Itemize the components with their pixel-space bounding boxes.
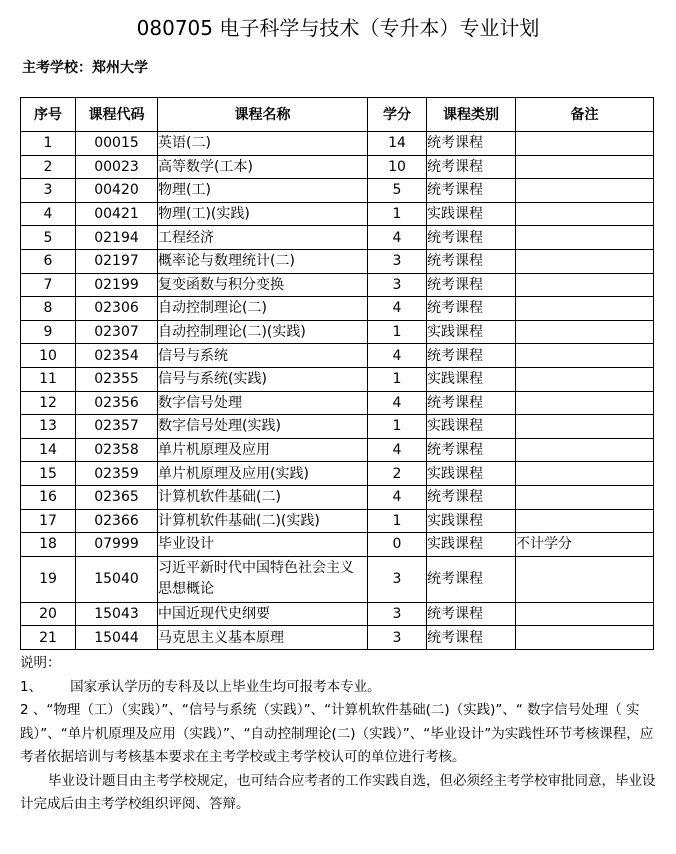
table-row <box>21 533 654 557</box>
course-type-cell: 统考课程 <box>427 391 516 415</box>
table-row <box>21 249 654 273</box>
course-type-cell: 实践课程 <box>427 367 516 391</box>
credits-cell: 3 <box>368 626 427 650</box>
header-cell: 学分 <box>368 98 427 132</box>
table-header-row <box>21 98 654 132</box>
course-name-cell: 自动控制理论(二)(实践) <box>158 320 368 344</box>
course-type-cell: 统考课程 <box>427 155 516 179</box>
course-code-cell: 02357 <box>76 415 158 439</box>
credits-cell: 3 <box>368 273 427 297</box>
table-row <box>21 391 654 415</box>
header-cell: 课程代码 <box>76 98 158 132</box>
row-number-cell: 14 <box>21 438 76 462</box>
course-name-cell: 复变函数与积分变换 <box>158 273 368 297</box>
row-number-cell: 21 <box>21 626 76 650</box>
remark-cell <box>516 297 654 321</box>
row-number-cell: 6 <box>21 249 76 273</box>
course-name-cell: 计算机软件基础(二) <box>158 485 368 509</box>
course-code-cell: 02358 <box>76 438 158 462</box>
credits-cell: 0 <box>368 533 427 557</box>
credits-cell: 1 <box>368 415 427 439</box>
row-number-cell: 4 <box>21 202 76 226</box>
remark-cell: 不计学分 <box>516 533 654 557</box>
course-type-cell: 统考课程 <box>427 226 516 250</box>
course-code-cell: 02356 <box>76 391 158 415</box>
table-row <box>21 132 654 156</box>
course-code-cell: 02354 <box>76 344 158 368</box>
credits-cell: 4 <box>368 438 427 462</box>
remark-cell <box>516 485 654 509</box>
course-name-cell: 工程经济 <box>158 226 368 250</box>
course-name-cell: 自动控制理论(二) <box>158 297 368 321</box>
table-row <box>21 509 654 533</box>
row-number-cell: 7 <box>21 273 76 297</box>
header-cell: 序号 <box>21 98 76 132</box>
course-type-cell: 统考课程 <box>427 344 516 368</box>
table-row <box>21 626 654 650</box>
note-item-3: 毕业设计题目由主考学校规定，也可结合应考者的工作实践自选，但必须经主考学校审批同意，毕业设计完成后由主考学校组织评阅、答辩。 <box>20 772 656 812</box>
remark-cell <box>516 273 654 297</box>
remark-cell <box>516 462 654 486</box>
row-number-cell: 9 <box>21 320 76 344</box>
course-type-cell: 统考课程 <box>427 297 516 321</box>
table-row <box>21 320 654 344</box>
course-code-cell: 00015 <box>76 132 158 156</box>
remark-cell <box>516 320 654 344</box>
header-cell: 课程类别 <box>427 98 516 132</box>
remark-cell <box>516 226 654 250</box>
remark-cell <box>516 509 654 533</box>
course-name-cell: 概率论与数理统计(二) <box>158 249 368 273</box>
course-type-cell: 实践课程 <box>427 509 516 533</box>
remark-cell <box>516 344 654 368</box>
table-row <box>21 438 654 462</box>
remark-cell <box>516 391 654 415</box>
table-row <box>21 367 654 391</box>
table-row <box>21 344 654 368</box>
credits-cell: 14 <box>368 132 427 156</box>
table-row <box>21 415 654 439</box>
row-number-cell: 20 <box>21 602 76 626</box>
remark-cell <box>516 132 654 156</box>
row-number-cell: 1 <box>21 132 76 156</box>
table-row <box>21 226 654 250</box>
row-number-cell: 3 <box>21 179 76 203</box>
course-name-cell: 物理(工)(实践) <box>158 202 368 226</box>
course-name-cell: 高等数学(工本) <box>158 155 368 179</box>
course-name-cell: 单片机原理及应用(实践) <box>158 462 368 486</box>
note-item-2: 2 、“物理（工）（实践）”、“信号与系统（实践）”、“计算机软件基础(二)（实践)”、“ 数字信号处理（ 实践）”、“单片机原理及应用（实践）”、“自动控制理论(二)（实践）”、“毕业设计”为实践性环节考核课程，应考者依据培训与考核基本要求在主考学校或主考学校认可的单位进行考核。 <box>20 702 654 765</box>
row-number-cell: 17 <box>21 509 76 533</box>
course-name-cell: 中国近现代史纲要 <box>158 602 368 626</box>
course-name-cell: 习近平新时代中国特色社会主义思想概论 <box>158 556 368 602</box>
course-type-cell: 统考课程 <box>427 273 516 297</box>
course-code-cell: 02366 <box>76 509 158 533</box>
course-code-cell: 02365 <box>76 485 158 509</box>
course-type-cell: 统考课程 <box>427 626 516 650</box>
credits-cell: 3 <box>368 249 427 273</box>
course-code-cell: 02355 <box>76 367 158 391</box>
course-type-cell: 实践课程 <box>427 533 516 557</box>
course-code-cell: 00421 <box>76 202 158 226</box>
remark-cell <box>516 249 654 273</box>
table-row <box>21 202 654 226</box>
table-row <box>21 556 654 602</box>
remark-cell <box>516 415 654 439</box>
credits-cell: 3 <box>368 556 427 602</box>
course-type-cell: 实践课程 <box>427 202 516 226</box>
row-number-cell: 8 <box>21 297 76 321</box>
course-code-cell: 02199 <box>76 273 158 297</box>
course-name-cell: 单片机原理及应用 <box>158 438 368 462</box>
course-name-cell: 物理(工) <box>158 179 368 203</box>
credits-cell: 4 <box>368 344 427 368</box>
table-row <box>21 602 654 626</box>
credits-cell: 4 <box>368 485 427 509</box>
remark-cell <box>516 556 654 602</box>
course-name-cell: 信号与系统 <box>158 344 368 368</box>
row-number-cell: 19 <box>21 556 76 602</box>
remark-cell <box>516 179 654 203</box>
remark-cell <box>516 155 654 179</box>
course-type-cell: 实践课程 <box>427 320 516 344</box>
note-item-1-number: 1、 <box>20 678 43 695</box>
course-name-cell: 英语(二) <box>158 132 368 156</box>
remark-cell <box>516 602 654 626</box>
credits-cell: 1 <box>368 202 427 226</box>
row-number-cell: 13 <box>21 415 76 439</box>
header-cell: 备注 <box>516 98 654 132</box>
row-number-cell: 12 <box>21 391 76 415</box>
credits-cell: 4 <box>368 391 427 415</box>
course-code-cell: 02197 <box>76 249 158 273</box>
page-title: 080705 电子科学与技术（专升本）专业计划 <box>136 16 540 40</box>
row-number-cell: 18 <box>21 533 76 557</box>
credits-cell: 3 <box>368 602 427 626</box>
credits-cell: 1 <box>368 320 427 344</box>
course-name-cell: 数字信号处理 <box>158 391 368 415</box>
course-type-cell: 统考课程 <box>427 179 516 203</box>
course-type-cell: 实践课程 <box>427 415 516 439</box>
credits-cell: 1 <box>368 509 427 533</box>
course-code-cell: 00023 <box>76 155 158 179</box>
remark-cell <box>516 202 654 226</box>
row-number-cell: 2 <box>21 155 76 179</box>
course-type-cell: 实践课程 <box>427 462 516 486</box>
course-plan-table <box>20 97 654 650</box>
notes-section <box>20 652 660 817</box>
notes-heading: 说明： <box>20 655 61 671</box>
course-name-cell: 毕业设计 <box>158 533 368 557</box>
note-item-1 <box>20 676 660 700</box>
credits-cell: 4 <box>368 226 427 250</box>
course-type-cell: 统考课程 <box>427 602 516 626</box>
course-name-cell: 计算机软件基础(二)(实践) <box>158 509 368 533</box>
course-code-cell: 02359 <box>76 462 158 486</box>
course-code-cell: 02306 <box>76 297 158 321</box>
course-type-cell: 统考课程 <box>427 438 516 462</box>
credits-cell: 2 <box>368 462 427 486</box>
course-type-cell: 统考课程 <box>427 132 516 156</box>
exam-school-label: 主考学校：郑州大学 <box>22 60 148 76</box>
course-code-cell: 02307 <box>76 320 158 344</box>
row-number-cell: 10 <box>21 344 76 368</box>
course-type-cell: 统考课程 <box>427 556 516 602</box>
course-code-cell: 15040 <box>76 556 158 602</box>
note-item-1-text: 国家承认学历的专科及以上毕业生均可报考本专业。 <box>70 678 381 695</box>
course-code-cell: 00420 <box>76 179 158 203</box>
table-row <box>21 462 654 486</box>
remark-cell <box>516 626 654 650</box>
course-code-cell: 15043 <box>76 602 158 626</box>
remark-cell <box>516 438 654 462</box>
course-code-cell: 07999 <box>76 533 158 557</box>
table-row <box>21 273 654 297</box>
course-type-cell: 统考课程 <box>427 485 516 509</box>
course-name-cell: 信号与系统(实践) <box>158 367 368 391</box>
row-number-cell: 5 <box>21 226 76 250</box>
course-code-cell: 15044 <box>76 626 158 650</box>
table-row <box>21 485 654 509</box>
course-name-cell: 马克思主义基本原理 <box>158 626 368 650</box>
course-name-cell: 数字信号处理(实践) <box>158 415 368 439</box>
credits-cell: 10 <box>368 155 427 179</box>
row-number-cell: 15 <box>21 462 76 486</box>
credits-cell: 4 <box>368 297 427 321</box>
table-row <box>21 179 654 203</box>
row-number-cell: 16 <box>21 485 76 509</box>
row-number-cell: 11 <box>21 367 76 391</box>
remark-cell <box>516 367 654 391</box>
table-row <box>21 155 654 179</box>
course-type-cell: 统考课程 <box>427 249 516 273</box>
course-code-cell: 02194 <box>76 226 158 250</box>
header-cell: 课程名称 <box>158 98 368 132</box>
table-row <box>21 297 654 321</box>
credits-cell: 5 <box>368 179 427 203</box>
credits-cell: 1 <box>368 367 427 391</box>
